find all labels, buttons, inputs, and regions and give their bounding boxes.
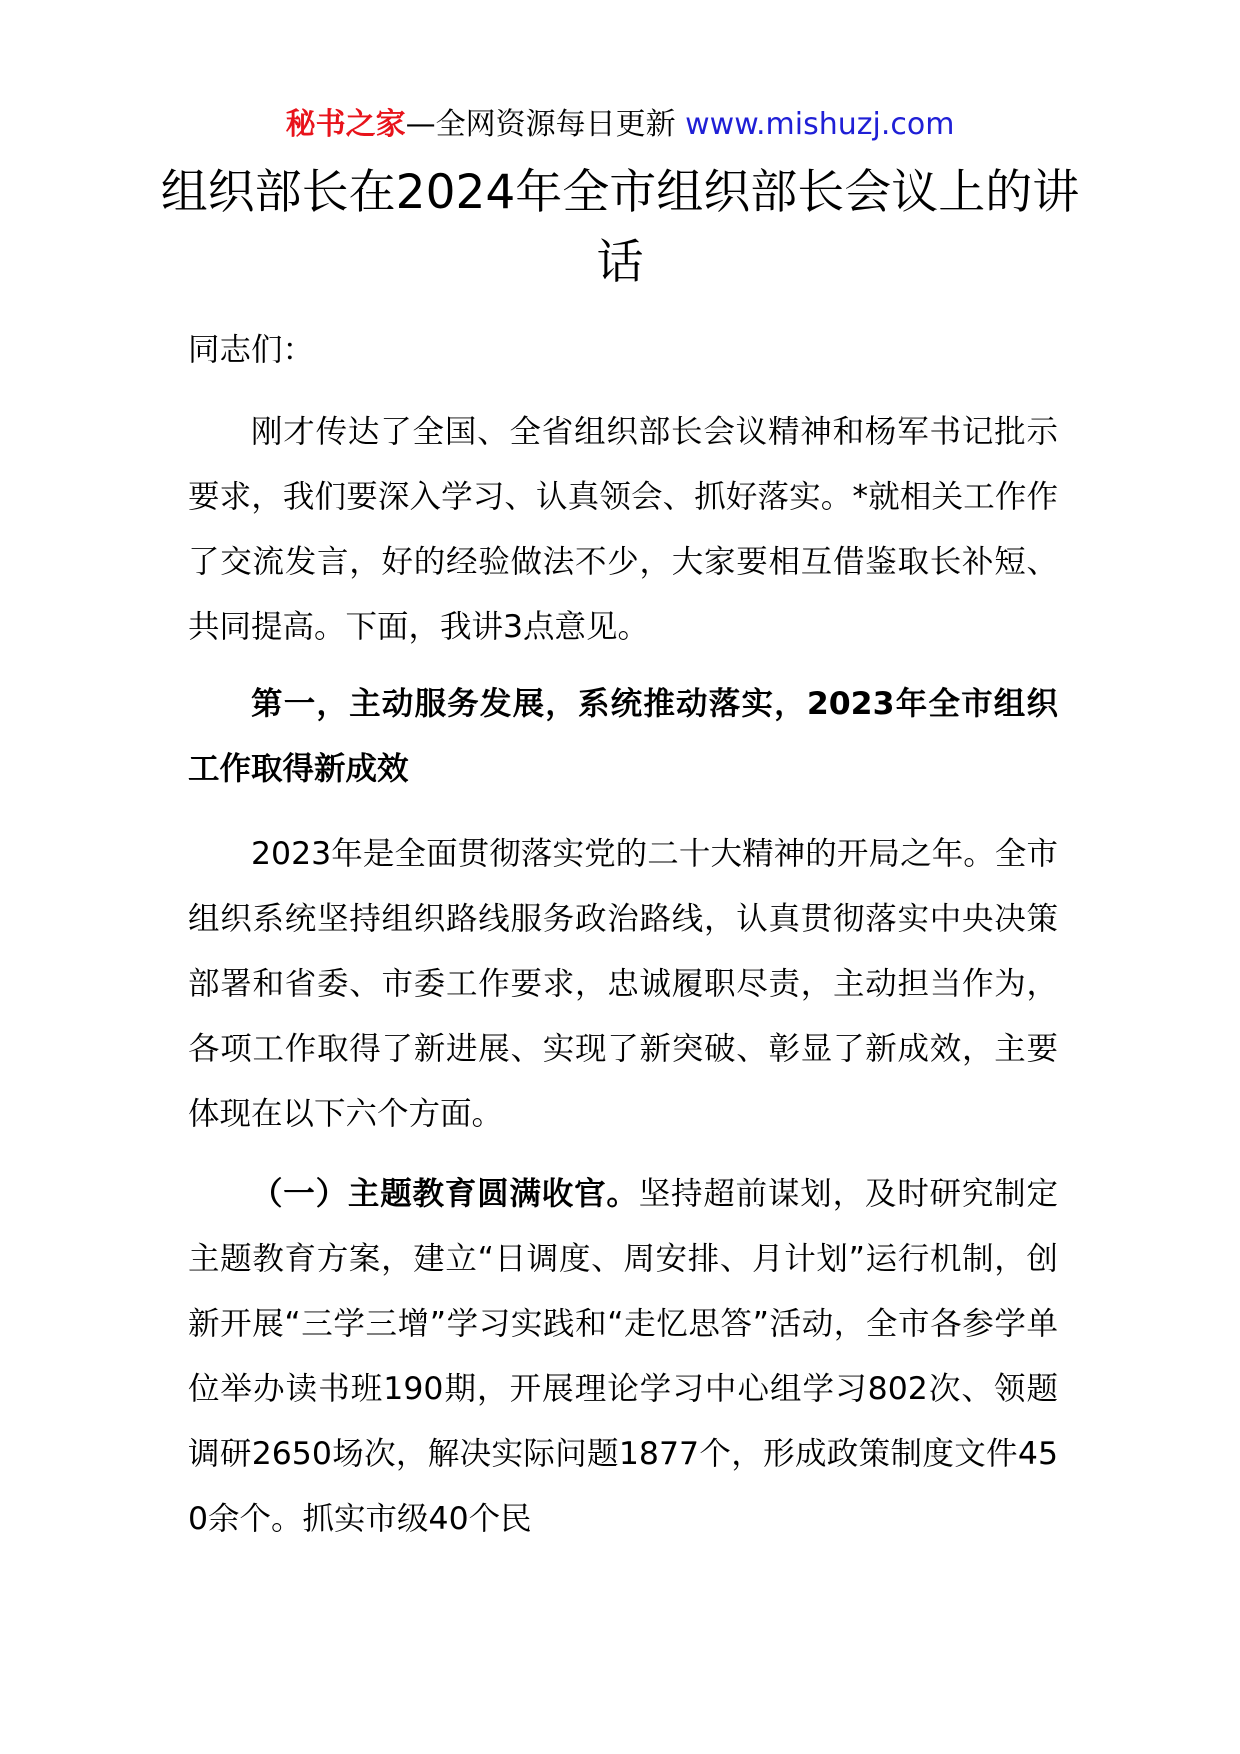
watermark-header xyxy=(0,100,1240,150)
salutation: 同志们： xyxy=(188,332,315,368)
brand-tagline: —全网资源每日更新 xyxy=(405,107,686,142)
site-url-link[interactable]: www.mishuzj.com xyxy=(685,107,955,142)
paragraph-item-1 xyxy=(188,1162,1058,1552)
brand-name: 秘书之家 xyxy=(285,107,406,142)
paragraph-opening: 刚才传达了全国、全省组织部长会议精神和杨军书记批示要求，我们要深入学习、认真领会、抓好落实。*就相关工作作了交流发言，好的经验做法不少，大家要相互借鉴取长补短、共同提高。下面，我讲3点意见。 xyxy=(188,414,1058,645)
document-title: 组织部长在2024年全市组织部长会议上的讲话 xyxy=(160,165,1080,290)
section-heading-1: 第一，主动服务发展，系统推动落实，2023年全市组织工作取得新成效 xyxy=(188,686,1058,787)
paragraph-overview: 2023年是全面贯彻落实党的二十大精神的开局之年。全市组织系统坚持组织路线服务政治路线，认真贯彻落实中央决策部署和省委、市委工作要求，忠诚履职尽责，主动担当作为，各项工作取得了新进展、实现了新突破、彰显了新成效，主要体现在以下六个方面。 xyxy=(188,836,1058,1132)
item-1-text: 坚持超前谋划，及时研究制定主题教育方案，建立“日调度、周安排、月计划”运行机制，创新开展“三学三增”学习实践和“走忆思答”活动，全市各参学单位举办读书班190期，开展理论学习中心组学习802次、领题调研2650场次，解决实际问题1877个，形成政策制度文件450余个。抓实市级40个民 xyxy=(188,1176,1058,1537)
item-1-lead: （一）主题教育圆满收官。 xyxy=(251,1176,639,1212)
